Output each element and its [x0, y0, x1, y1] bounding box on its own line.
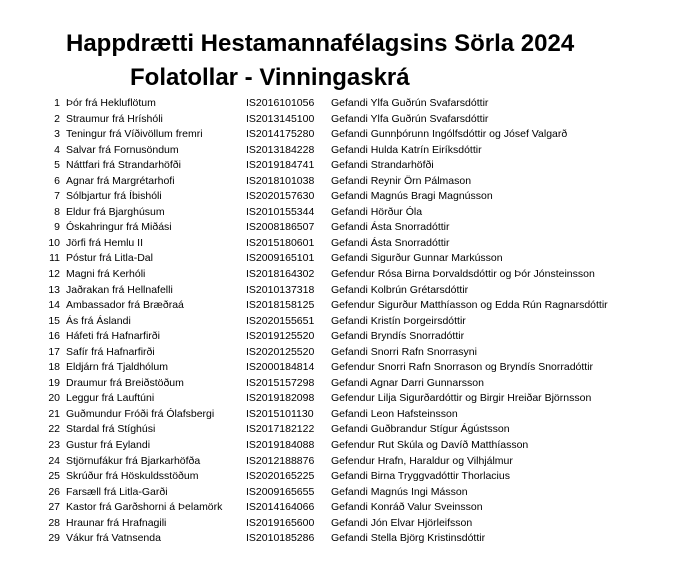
horse-name: Óskahringur frá Miðási	[66, 221, 172, 234]
horse-id: IS2000184814	[246, 361, 315, 374]
row-number: 16	[48, 330, 60, 343]
winner-name: Gefandi Hörður Óla	[331, 205, 423, 218]
row-number: 13	[48, 283, 60, 296]
winner-name: Gefandi Birna Tryggvadóttir Thorlacius	[331, 470, 510, 483]
horse-id: IS2020155651	[246, 314, 315, 327]
horse-id: IS2019184088	[246, 439, 315, 452]
row-number: 29	[48, 532, 60, 545]
winner-name: Gefandi Agnar Darri Gunnarsson	[331, 376, 484, 389]
winner-name: Gefandi Reynir Örn Pálmason	[331, 174, 472, 187]
row-number: 18	[48, 361, 60, 374]
list-item	[0, 112, 697, 128]
list-item	[0, 283, 697, 299]
winner-name: Gefandi Ylfa Guðrún Svafarsdóttir	[331, 97, 489, 109]
list-item	[0, 531, 697, 547]
winner-name: Gefandi Snorri Rafn Snorrasyni	[331, 345, 477, 358]
horse-id: IS2018101038	[246, 174, 315, 187]
row-number: 6	[54, 174, 60, 187]
horse-name: Stardal frá Stíghúsi	[66, 423, 156, 436]
horse-id: IS2019165600	[246, 516, 315, 529]
list-item	[0, 220, 697, 236]
row-number: 20	[48, 392, 60, 405]
row-number: 8	[54, 205, 60, 218]
horse-id: IS2018164302	[246, 268, 315, 281]
row-number: 21	[48, 407, 60, 420]
horse-name: Magni frá Kerhóli	[66, 268, 146, 281]
row-number: 14	[48, 299, 60, 312]
row-number: 17	[48, 345, 60, 358]
horse-id: IS2013184228	[246, 143, 315, 156]
row-number: 19	[48, 376, 60, 389]
list-item	[0, 422, 697, 438]
winner-name: Gefendur Hrafn, Haraldur og Vilhjálmur	[331, 454, 513, 467]
row-number: 3	[54, 128, 60, 141]
horse-id: IS2019125520	[246, 330, 315, 343]
row-number: 26	[48, 485, 60, 498]
page-subtitle: Folatollar - Vinningaskrá	[130, 64, 410, 91]
horse-name: Þór frá Hekluflötum	[66, 97, 156, 109]
horse-id: IS2014175280	[246, 128, 315, 141]
row-number: 23	[48, 439, 60, 452]
horse-name: Salvar frá Fornusöndum	[66, 143, 179, 156]
list-item	[0, 174, 697, 190]
horse-name: Náttfari frá Strandarhöfði	[66, 159, 181, 172]
list-item	[0, 360, 697, 376]
row-number: 22	[48, 423, 60, 436]
horse-id: IS2020165225	[246, 470, 315, 483]
row-number: 9	[54, 221, 60, 234]
winner-name: Gefandi Gunnþórunn Ingólfsdóttir og Jósef Valgarð	[331, 128, 568, 141]
page-title: Happdrætti Hestamannafélagsins Sörla 2024	[66, 30, 575, 57]
list-item	[0, 485, 697, 501]
horse-name: Háfeti frá Hafnarfirði	[66, 330, 160, 343]
list-item	[0, 189, 697, 205]
list-item	[0, 438, 697, 454]
horse-id: IS2010155344	[246, 205, 315, 218]
winner-name: Gefendur Snorri Rafn Snorrason og Bryndís Snorradóttir	[331, 361, 594, 374]
winner-name: Gefandi Magnús Bragi Magnússon	[331, 190, 493, 203]
row-number: 15	[48, 314, 60, 327]
horse-name: Gustur frá Eylandi	[66, 439, 151, 452]
horse-name: Teningur frá Víðivöllum fremri	[66, 128, 203, 141]
winner-name: Gefandi Ásta Snorradóttir	[331, 221, 450, 234]
horse-name: Vákur frá Vatnsenda	[66, 532, 161, 545]
horse-name: Póstur frá Litla-Dal	[66, 252, 153, 265]
horse-id: IS2012188876	[246, 454, 315, 467]
list-item	[0, 329, 697, 345]
list-item	[0, 267, 697, 283]
winner-name: Gefandi Leon Hafsteinsson	[331, 407, 458, 420]
row-number: 11	[49, 252, 60, 265]
horse-id: IS2009165655	[246, 485, 315, 498]
winner-name: Gefandi Strandarhöfði	[331, 159, 434, 172]
list-item	[0, 298, 697, 314]
horse-id: IS2017182122	[246, 423, 315, 436]
winner-name: Gefendur Lilja Sigurðardóttir og Birgir Hreiðar Björnsson	[331, 392, 592, 405]
winner-name: Gefandi Jón Elvar Hjörleifsson	[331, 516, 473, 529]
list-item	[0, 516, 697, 532]
horse-name: Sólbjartur frá Íbishóli	[66, 190, 162, 203]
horse-id: IS2018158125	[246, 299, 315, 312]
winner-name: Gefandi Stella Björg Kristinsdóttir	[331, 532, 486, 545]
list-item	[0, 345, 697, 361]
horse-name: Draumur frá Breiðstöðum	[66, 376, 184, 389]
row-number: 25	[48, 470, 60, 483]
row-number: 5	[54, 159, 60, 172]
winner-name: Gefandi Sigurður Gunnar Markússon	[331, 252, 503, 265]
row-number: 24	[48, 454, 60, 467]
horse-id: IS2020157630	[246, 190, 315, 203]
row-number: 10	[48, 236, 60, 249]
horse-id: IS2016101056	[246, 97, 315, 109]
horse-id: IS2019184741	[246, 159, 315, 172]
winner-name: Gefandi Guðbrandur Stígur Ágústsson	[331, 423, 510, 436]
row-number: 2	[54, 112, 60, 125]
list-item	[0, 376, 697, 392]
list-item	[0, 251, 697, 267]
winner-name: Gefandi Magnús Ingi Másson	[331, 485, 468, 498]
row-number: 7	[54, 190, 60, 203]
winners-list	[0, 96, 697, 547]
list-item	[0, 454, 697, 470]
list-item	[0, 407, 697, 423]
row-number: 4	[54, 143, 60, 156]
horse-id: IS2008186507	[246, 221, 315, 234]
list-item	[0, 158, 697, 174]
horse-id: IS2015101130	[246, 407, 314, 420]
winner-name: Gefendur Rósa Birna Þorvaldsdóttir og Þór Jónsteinsson	[331, 268, 595, 281]
horse-id: IS2013145100	[246, 112, 315, 125]
horse-id: IS2015180601	[246, 236, 315, 249]
row-number: 12	[48, 268, 60, 281]
winner-name: Gefandi Kristín Þorgeirsdóttir	[331, 314, 466, 327]
horse-id: IS2009165101	[246, 252, 315, 265]
horse-name: Farsæll frá Litla-Garði	[66, 485, 168, 498]
horse-name: Ambassador frá Bræðraá	[66, 299, 184, 312]
winner-name: Gefandi Ásta Snorradóttir	[331, 236, 450, 249]
horse-name: Jörfi frá Hemlu II	[66, 236, 144, 249]
winner-name: Gefandi Hulda Katrín Eiríksdóttir	[331, 143, 482, 156]
horse-name: Straumur frá Hríshóli	[66, 112, 163, 125]
list-item	[0, 236, 697, 252]
winner-name: Gefandi Ylfa Guðrún Svafarsdóttir	[331, 112, 489, 125]
horse-name: Safír frá Hafnarfirði	[66, 345, 155, 358]
list-item	[0, 469, 697, 485]
row-number: 27	[48, 501, 60, 514]
horse-name: Hraunar frá Hrafnagili	[66, 516, 167, 529]
horse-name: Jaðrakan frá Hellnafelli	[66, 283, 173, 296]
horse-name: Stjörnufákur frá Bjarkarhöfða	[66, 454, 201, 467]
horse-name: Eldur frá Bjarghúsum	[66, 205, 165, 218]
winner-name: Gefandi Bryndís Snorradóttir	[331, 330, 465, 343]
horse-id: IS2019182098	[246, 392, 315, 405]
row-number: 1	[54, 97, 60, 109]
horse-name: Eldjárn frá Tjaldhólum	[66, 361, 168, 374]
horse-id: IS2015157298	[246, 376, 315, 389]
winner-name: Gefendur Sigurður Matthíasson og Edda Rún Ragnarsdóttir	[331, 299, 608, 312]
list-item	[0, 391, 697, 407]
list-item	[0, 314, 697, 330]
horse-name: Kastor frá Garðshorni á Þelamörk	[66, 501, 223, 514]
horse-name: Guðmundur Fróði frá Ólafsbergi	[66, 407, 215, 420]
horse-id: IS2014164066	[246, 501, 315, 514]
horse-id: IS2020125520	[246, 345, 315, 358]
list-item	[0, 205, 697, 221]
winner-name: Gefendur Rut Skúla og Davíð Matthíasson	[331, 439, 529, 452]
horse-name: Leggur frá Lauftúni	[66, 392, 155, 405]
winner-name: Gefandi Konráð Valur Sveinsson	[331, 501, 483, 514]
horse-id: IS2010185286	[246, 532, 315, 545]
list-item	[0, 500, 697, 516]
list-item	[0, 127, 697, 143]
horse-name: Skrúður frá Höskuldsstöðum	[66, 470, 199, 483]
horse-id: IS2010137318	[246, 283, 315, 296]
row-number: 28	[48, 516, 60, 529]
winner-name: Gefandi Kolbrún Grétarsdóttir	[331, 283, 469, 296]
list-item	[0, 96, 697, 112]
horse-name: Ás frá Áslandi	[66, 314, 131, 327]
list-item	[0, 143, 697, 159]
horse-name: Agnar frá Margrétarhofi	[66, 174, 175, 187]
